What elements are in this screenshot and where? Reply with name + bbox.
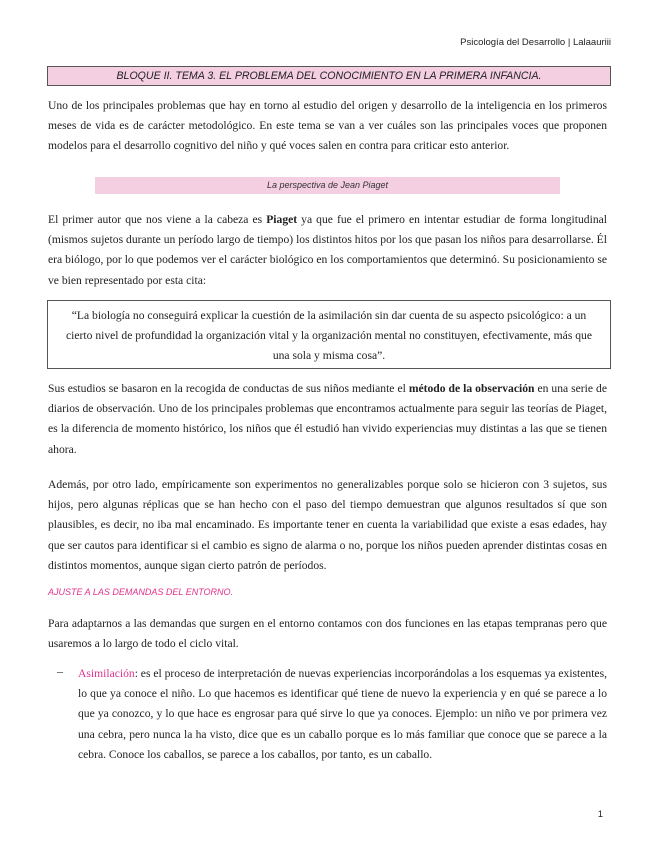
intro-paragraph: Uno de los principales problemas que hay en torno al estudio del origen y desarrollo de la inteligencia en los primeros meses de vida es de carácter metodológico. En este tema se van a ver cuáles son las principales voces que proponen modelos para el desarrollo cognitivo del niño y qué voces salen en contra para criticar esto anterior. xyxy=(48,99,607,153)
adapt-paragraph: Para adaptarnos a las demandas que surgen en el entorno contamos con dos funciones en las etapas tempranas pero que usaremos a lo largo de todo el ciclo vital. xyxy=(48,617,607,651)
section-heading: La perspectiva de Jean Piaget xyxy=(95,177,560,194)
topic-title: BLOQUE II. TEMA 3. EL PROBLEMA DEL CONOCIMIENTO EN LA PRIMERA INFANCIA. xyxy=(47,66,611,86)
assimilation-definition: : es el proceso de interpretación de nuevas experiencias incorporándolas a los esquemas ya existentes, lo que ya conoce el niño. Lo que hacemos es identificar qué tiene de nuevo la experiencia y en qué se parece a lo que ya conozco, y lo que hace es engrosar para qué sirve lo que ya conoces. Ejemplo: un niño ve por primera vez una cebra, pero nunca la ha visto, dice que es un caballo porque es lo más familiar que conoce que se parece a la cebra. Conoce los caballos, se parece a los caballos, por tanto, es un caballo. xyxy=(78,667,607,761)
studies-text-before: Sus estudios se basaron en la recogida de conductas de sus niños mediante el xyxy=(48,382,409,395)
assimilation-bullet xyxy=(78,664,607,765)
piaget-name-bold: Piaget xyxy=(266,213,298,226)
piaget-quote: “La biología no conseguirá explicar la cuestión de la asimilación sin dar cuenta de su aspecto psicológico: a un cierto nivel de profundidad la organización vital y la organización mental no constituyen, efectivamente, más que una sola y misma cosa”. xyxy=(66,309,592,363)
piaget-paragraph xyxy=(48,210,607,291)
assimilation-term: Asimilación xyxy=(78,667,135,680)
studies-text-after: en una serie de diarios de observación. Uno de los principales problemas que encontramos actualmente para seguir las teorías de Piaget, es la diferencia de momento histórico, los niños que él estudió han vivido experiencias muy distintas a las que se tienen ahora. xyxy=(48,382,607,456)
observation-method-bold: método de la observación xyxy=(408,382,535,395)
page-number: 1 xyxy=(597,809,603,820)
running-header: Psicología del Desarrollo | Lalaauriii xyxy=(460,37,611,48)
studies-paragraph xyxy=(48,379,607,460)
piaget-text-after: ya que fue el primero en intentar estudiar de forma longitudinal (mismos sujetos durante un período largo de tiempo) los distintos hitos por los que pasan los niños para desarrollarse. Él era biólogo, por lo que podemos ver el carácter biológico en los comportamientos que determinó. Su posicionamiento se ve bien representado por esta cita: xyxy=(48,213,607,287)
piaget-text-before: El primer autor que nos viene a la cabeza es xyxy=(48,213,267,226)
bullet-dash: – xyxy=(57,664,63,678)
empirical-paragraph: Además, por otro lado, empíricamente son experimentos no generalizables porque solo se hicieron con 3 sujetos, sus hijos, pero algunas réplicas que se han hecho con el paso del tiempo demuestran que algunos resultados sí que son plausibles, es decir, no iba mal encaminado. Es importante tener en cuenta la variabilidad que existe a esas edades, hay que ser cautos para identificar si el cambio es signo de alarma o no, porque los niños pueden aprender distintas cosas en distintos momentos, aunque sigan cierto patrón de períodos. xyxy=(48,478,607,572)
subsection-heading: AJUSTE A LAS DEMANDAS DEL ENTORNO. xyxy=(48,587,234,597)
quote-box xyxy=(47,300,611,369)
